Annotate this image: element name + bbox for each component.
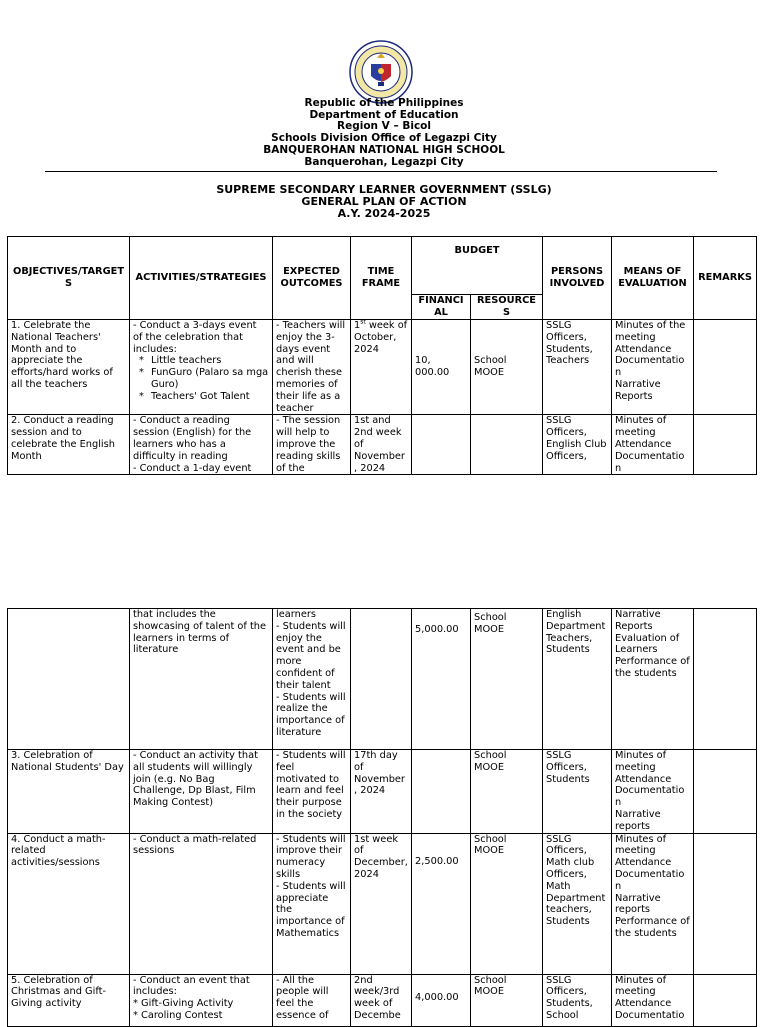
cell-remarks: [694, 415, 757, 475]
table-row: [8, 415, 757, 475]
cell-resources: School MOOE: [471, 609, 543, 750]
letterhead: [0, 98, 768, 168]
plan-table-page-2: [7, 608, 757, 1027]
cell-outcomes: - Teachers will enjoy the 3-days event and will cherish these memories of their life as a teacher: [273, 320, 351, 415]
activity-bullet: * Little teachers: [151, 355, 269, 367]
cell-time-frame: 17th day of November, 2024: [351, 750, 412, 834]
table-row: [8, 320, 757, 415]
cell-financial: 4,000.00: [412, 974, 471, 1026]
cell-outcomes: - Students will feel motivated to learn and feel their purpose in the society: [273, 750, 351, 834]
cell-objective: 5. Celebration of Christmas and Gift-Giving activity: [8, 974, 130, 1026]
table-row: [8, 974, 757, 1026]
cell-time-frame: [351, 320, 412, 415]
cell-financial: [412, 415, 471, 475]
activity-bullet: * Teachers' Got Talent: [151, 391, 269, 403]
col-remarks: REMARKS: [694, 237, 757, 320]
table-row: [8, 609, 757, 750]
table-row: [8, 750, 757, 834]
letterhead-line: Department of Education: [309, 108, 459, 121]
header-divider: [45, 171, 717, 172]
title-line-3: A.Y. 2024-2025: [337, 207, 431, 220]
cell-persons: SSLG Officers, Students, School: [543, 974, 612, 1026]
cell-activity: - Conduct a math-related sessions: [130, 833, 273, 974]
cell-remarks: [694, 320, 757, 415]
cell-persons: SSLG Officers, English Club Officers,: [543, 415, 612, 475]
letterhead-line: BANQUEROHAN NATIONAL HIGH SCHOOL: [263, 143, 505, 156]
cell-time-frame: 1st week of December, 2024: [351, 833, 412, 974]
cell-time-frame: 2nd week/3rd week of Decembe: [351, 974, 412, 1026]
col-activities: ACTIVITIES/STRATEGIES: [130, 237, 273, 320]
col-outcomes: EXPECTED OUTCOMES: [273, 237, 351, 320]
cell-activity: - Conduct a reading session (English) for the learners who has a difficulty in reading - Conduct a 1-day event: [130, 415, 273, 475]
cell-financial: 2,500.00: [412, 833, 471, 974]
deped-seal-logo: [349, 40, 413, 104]
cell-objective: 2. Conduct a reading session and to celebrate the English Month: [8, 415, 130, 475]
cell-persons: SSLG Officers, Math club Officers, Math Department teachers, Students: [543, 833, 612, 974]
letterhead-line: Schools Division Office of Legazpi City: [271, 132, 497, 145]
activity-intro: - Conduct a 3-days event of the celebration that includes:: [133, 320, 257, 355]
cell-remarks: [694, 750, 757, 834]
title-line-2: GENERAL PLAN OF ACTION: [301, 195, 467, 208]
cell-means: Minutes of the meeting Attendance Documentation Narrative Reports: [612, 320, 694, 415]
cell-means: Minutes of meeting Attendance Documentation: [612, 415, 694, 475]
letterhead-line: Banquerohan, Legazpi City: [304, 155, 464, 168]
cell-resources: School MOOE: [471, 833, 543, 974]
letterhead-line: Region V – Bicol: [337, 120, 431, 133]
cell-resources: [471, 415, 543, 475]
time-rest: week of October, 2024: [354, 320, 408, 355]
col-time-frame: TIME FRAME: [351, 237, 412, 320]
cell-objective: 1. Celebrate the National Teachers' Month and to appreciate the efforts/hard works of all the teachers: [8, 320, 130, 415]
cell-persons: SSLG Officers, Students, Teachers: [543, 320, 612, 415]
title-line-1: SUPREME SECONDARY LEARNER GOVERNMENT (SSLG): [216, 183, 552, 196]
cell-time-frame: 1st and 2nd week of November, 2024: [351, 415, 412, 475]
activity-bullet: * FunGuro (Palaro sa mga Guro): [151, 367, 269, 391]
col-objectives: OBJECTIVES/TARGETS: [8, 237, 130, 320]
cell-means: Narrative Reports Evaluation of Learners Performance of the students: [612, 609, 694, 750]
cell-remarks: [694, 833, 757, 974]
cell-financial: 10, 000.00: [412, 320, 471, 415]
cell-remarks: [694, 609, 757, 750]
cell-means: Minutes of meeting Attendance Documentatio: [612, 974, 694, 1026]
cell-financial: [412, 750, 471, 834]
cell-objective: 4. Conduct a math-related activities/sessions: [8, 833, 130, 974]
cell-resources: School MOOE: [471, 974, 543, 1026]
cell-time-frame: [351, 609, 412, 750]
cell-financial: 5,000.00: [412, 609, 471, 750]
col-resources: RESOURCES: [471, 295, 543, 320]
document-title: [0, 184, 768, 220]
plan-table-page-1: [7, 236, 757, 475]
cell-means: Minutes of meeting Attendance Documentation Narrative reports: [612, 750, 694, 834]
cell-outcomes: - The session will help to improve the reading skills of the: [273, 415, 351, 475]
table-row: [8, 833, 757, 974]
cell-outcomes: - Students will improve their numeracy skills - Students will appreciate the importance of Mathematics: [273, 833, 351, 974]
time-day: 1: [354, 320, 361, 331]
col-persons: PERSONS INVOLVED: [543, 237, 612, 320]
cell-activity: - Conduct an activity that all students will willingly join (e.g. No Bag Challenge, Dp Blast, Film Making Contest): [130, 750, 273, 834]
cell-objective: 3. Celebration of National Students' Day: [8, 750, 130, 834]
cell-resources: School MOOE: [471, 320, 543, 415]
cell-outcomes: - All the people will feel the essence of: [273, 974, 351, 1026]
cell-means: Minutes of meeting Attendance Documentation Narrative reports Performance of the students: [612, 833, 694, 974]
cell-resources: School MOOE: [471, 750, 543, 834]
cell-activity: that includes the showcasing of talent of the learners in terms of literature: [130, 609, 273, 750]
cell-remarks: [694, 974, 757, 1026]
col-means: MEANS OF EVALUATION: [612, 237, 694, 320]
col-financial: FINANCIAL: [412, 295, 471, 320]
letterhead-line: Republic of the Philippines: [304, 97, 464, 109]
cell-persons: English Department Teachers, Students: [543, 609, 612, 750]
cell-activity: [130, 320, 273, 415]
cell-outcomes: learners - Students will enjoy the event and be more confident of their talent - Students will realize the importance of literature: [273, 609, 351, 750]
cell-persons: SSLG Officers, Students: [543, 750, 612, 834]
cell-activity: - Conduct an event that includes: * Gift-Giving Activity * Caroling Contest: [130, 974, 273, 1026]
cell-objective: [8, 609, 130, 750]
time-suffix: st: [360, 319, 366, 326]
col-budget: BUDGET: [412, 237, 543, 295]
